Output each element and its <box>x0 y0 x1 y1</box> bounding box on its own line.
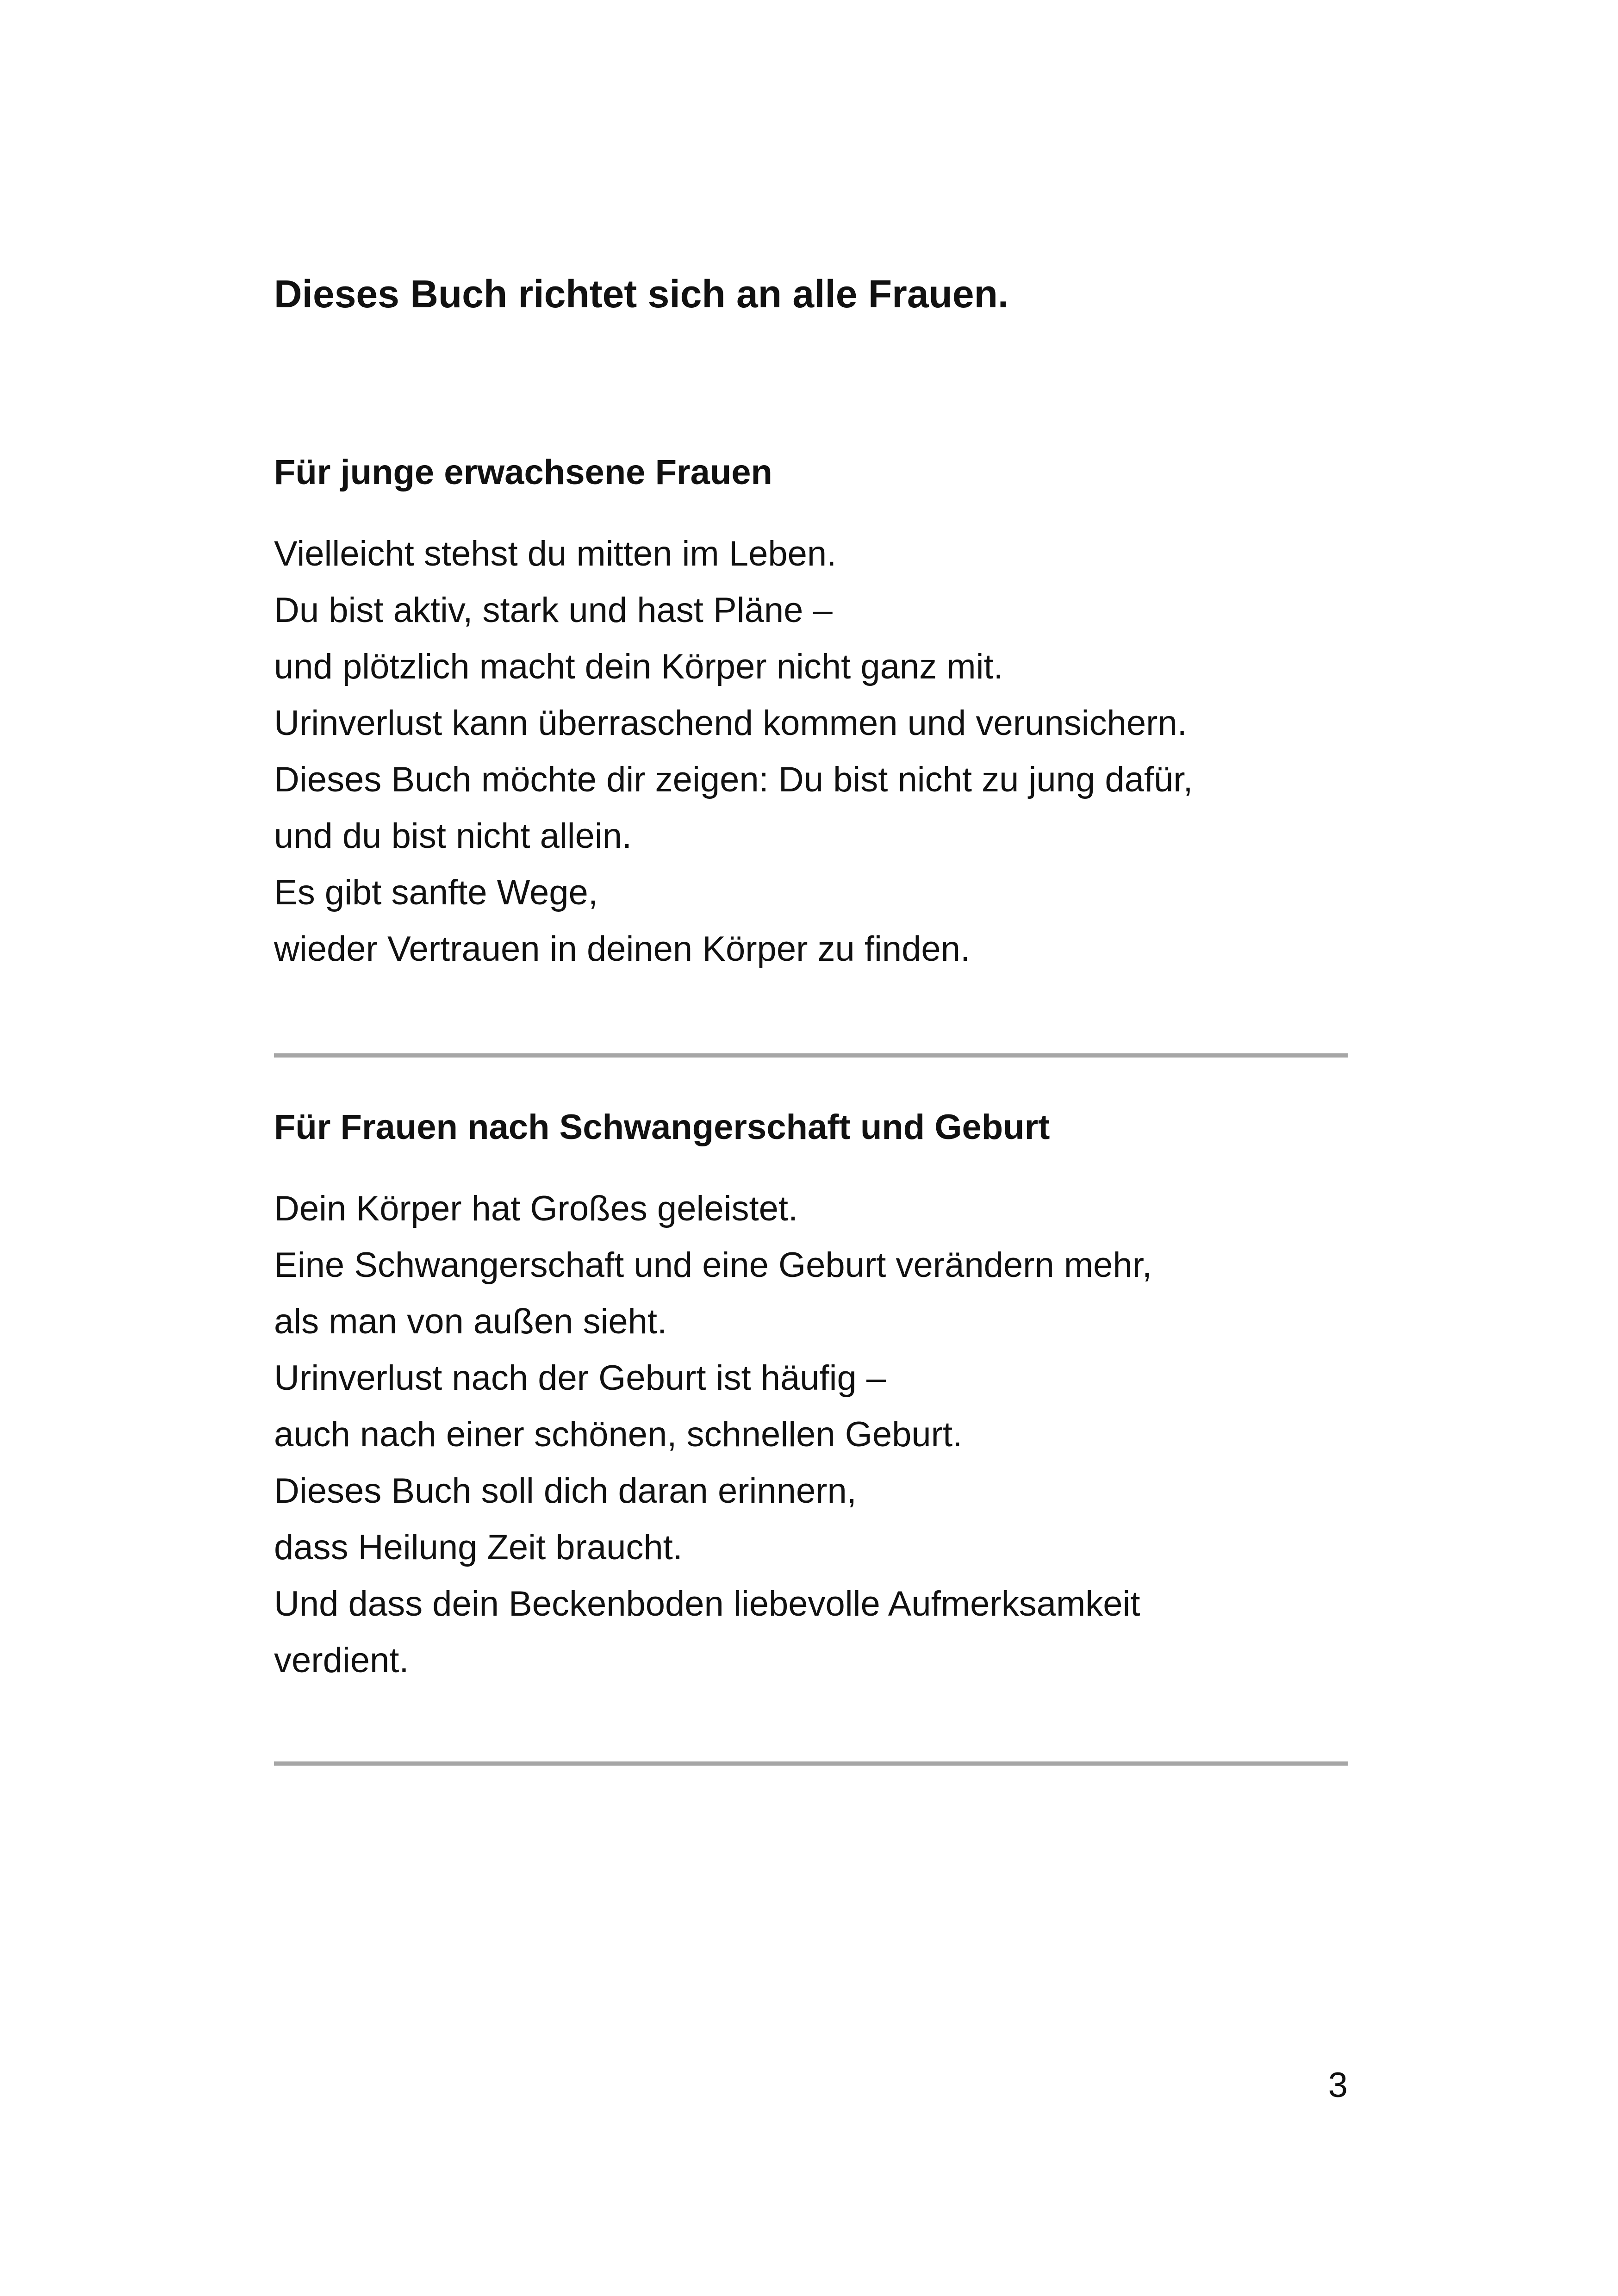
section-heading: Für junge erwachsene Frauen <box>274 453 772 492</box>
body-line: Dieses Buch möchte dir zeigen: Du bist nicht zu jung dafür, <box>274 760 1193 800</box>
section-divider <box>274 1761 1348 1766</box>
page-title: Dieses Buch richtet sich an alle Frauen. <box>274 272 1009 316</box>
body-line: Dieses Buch soll dich daran erinnern, <box>274 1471 857 1511</box>
body-line: als man von außen sieht. <box>274 1302 667 1342</box>
section-body <box>274 1181 1348 1689</box>
section-divider <box>274 1053 1348 1058</box>
body-line: Und dass dein Beckenboden liebevolle Aufmerksamkeit <box>274 1584 1140 1624</box>
body-line: dass Heilung Zeit braucht. <box>274 1528 683 1568</box>
section-after-birth <box>274 1106 1348 1689</box>
section-heading: Für Frauen nach Schwangerschaft und Geburt <box>274 1108 1050 1147</box>
section-young-women <box>274 451 1348 977</box>
body-line: auch nach einer schönen, schnellen Geburt. <box>274 1415 963 1455</box>
body-line: wieder Vertrauen in deinen Körper zu finden. <box>274 929 971 969</box>
page-number: 3 <box>1328 2066 1348 2105</box>
body-line: Dein Körper hat Großes geleistet. <box>274 1189 798 1229</box>
body-line: Eine Schwangerschaft und eine Geburt verändern mehr, <box>274 1245 1152 1285</box>
body-line: verdient. <box>274 1641 409 1680</box>
body-line: Es gibt sanfte Wege, <box>274 873 598 913</box>
body-line: Urinverlust nach der Geburt ist häufig – <box>274 1358 886 1398</box>
body-line: und plötzlich macht dein Körper nicht ganz mit. <box>274 647 1003 687</box>
body-line: Du bist aktiv, stark und hast Pläne – <box>274 591 833 630</box>
section-body <box>274 526 1348 977</box>
body-line: und du bist nicht allein. <box>274 816 632 856</box>
body-line: Urinverlust kann überraschend kommen und verunsichern. <box>274 703 1187 743</box>
body-line: Vielleicht stehst du mitten im Leben. <box>274 534 837 574</box>
